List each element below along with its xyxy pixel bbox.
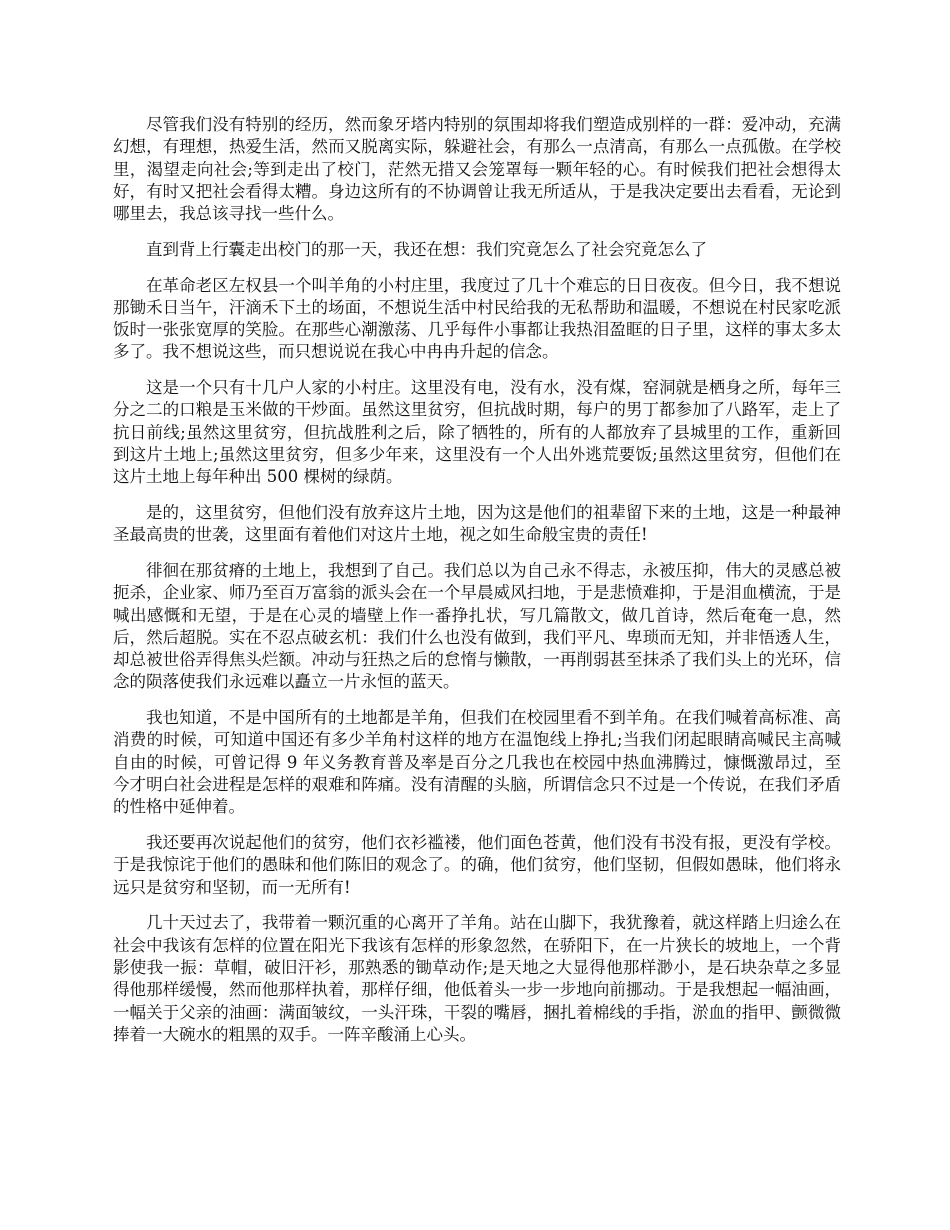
paragraph: 尽管我们没有特别的经历，然而象牙塔内特别的氛围却将我们塑造成别样的一群：爱冲动，充满幻想，有理想，热爱生活，然而又脱离实际，躲避社会，有那么一点清高，有那么一点孤傲。在学校里，渴望走向社会;等到走出了校门，茫然无措又会笼罩每一颗年轻的心。有时候我们把社会想得太好，有时又把社会看得太糟。身边这所有的不协调曾让我无所适从，于是我决定要出去看看，无论到哪里去，我总该寻找一些什么。 (113, 115, 841, 224)
paragraph: 这是一个只有十几户人家的小村庄。这里没有电，没有水，没有煤，窑洞就是栖身之所，每年三分之二的口粮是玉米做的干炒面。虽然这里贫穷，但抗战时期，每户的男丁都参加了八路军，走上了抗日前线;虽然这里贫穷，但抗战胜利之后，除了牺牲的，所有的人都放弃了县城里的工作，重新回到这片土地上;虽然这里贫穷，但多少年来，这里没有一个人出外逃荒要饭;虽然这里贫穷，但他们在这片土地上每年种出 500 棵树的绿荫。 (113, 378, 841, 487)
paragraph: 几十天过去了，我带着一颗沉重的心离开了羊角。站在山脚下，我犹豫着，就这样踏上归途么在社会中我该有怎样的位置在阳光下我该有怎样的形象忽然，在骄阳下，在一片狭长的坡地上，一个背影使我一振：草帽，破旧汗衫，那熟悉的锄草动作;是天地之大显得他那样渺小，是石块杂草之多显得他那样缓慢，然而他那样执着，那样仔细，他低着头一步一步地向前挪动。于是我想起一幅油画，一幅关于父亲的油画：满面皱纹，一头汗珠，干裂的嘴唇，捆扎着棉线的手指，淤血的指甲、颤微微捧着一大碗水的粗黑的双手。一阵辛酸涌上心头。 (113, 913, 841, 1044)
paragraph: 我也知道，不是中国所有的土地都是羊角，但我们在校园里看不到羊角。在我们喊着高标准、高消费的时候，可知道中国还有多少羊角村这样的地方在温饱线上挣扎;当我们闭起眼睛高喊民主高喊自由的时候，可曾记得 9 年义务教育普及率是百分之几我也在校园中热血沸腾过，慷慨激昂过，至今才明白社会进程是怎样的艰难和阵痛。没有清醒的头脑，所谓信念只不过是一个传说，在我们矛盾的性格中延伸着。 (113, 708, 841, 817)
document-body (113, 114, 841, 1060)
paragraph: 我还要再次说起他们的贫穷，他们衣衫褴褛，他们面色苍黄，他们没有书没有报，更没有学校。于是我惊诧于他们的愚昧和他们陈旧的观念了。的确，他们贫穷，他们坚韧，但假如愚昧，他们将永远只是贫穷和坚韧，而一无所有! (113, 833, 841, 897)
paragraph: 徘徊在那贫瘠的土地上，我想到了自己。我们总以为自己永不得志，永被压抑，伟大的灵感总被扼杀，企业家、师乃至百万富翁的派头会在一个早晨威风扫地，于是悲愤难抑，于是泪血横流，于是喊出感慨和无望，于是在心灵的墙壁上作一番挣扎状，写几篇散文，做几首诗，然后奄奄一息，然后，然后超脱。实在不忍点破玄机：我们什么也没有做到，我们平凡、卑琐而无知，并非悟透人生，却总被世俗弄得焦头烂额。冲动与狂热之后的怠惰与懒散，一再削弱甚至抹杀了我们头上的光环，信念的陨落使我们永远难以矗立一片永恒的蓝天。 (113, 561, 841, 692)
paragraph: 直到背上行囊走出校门的那一天，我还在想：我们究竟怎么了社会究竟怎么了 (146, 239, 707, 259)
paragraph: 在革命老区左权县一个叫羊角的小村庄里，我度过了几十个难忘的日日夜夜。但今日，我不想说那锄禾日当午，汗滴禾下土的场面，不想说生活中村民给我的无私帮助和温暖，不想说在村民家吃派饭时一张张宽厚的笑脸。在那些心潮激荡、几乎每件小事都让我热泪盈眶的日子里，这样的事太多太多了。我不想说这些，而只想说说在我心中冉冉升起的信念。 (113, 275, 841, 362)
paragraph: 是的，这里贫穷，但他们没有放弃这片土地，因为这是他们的祖辈留下来的土地，这是一种最神圣最高贵的世袭，这里面有着他们对这片土地，视之如生命般宝贵的责任! (113, 503, 841, 545)
